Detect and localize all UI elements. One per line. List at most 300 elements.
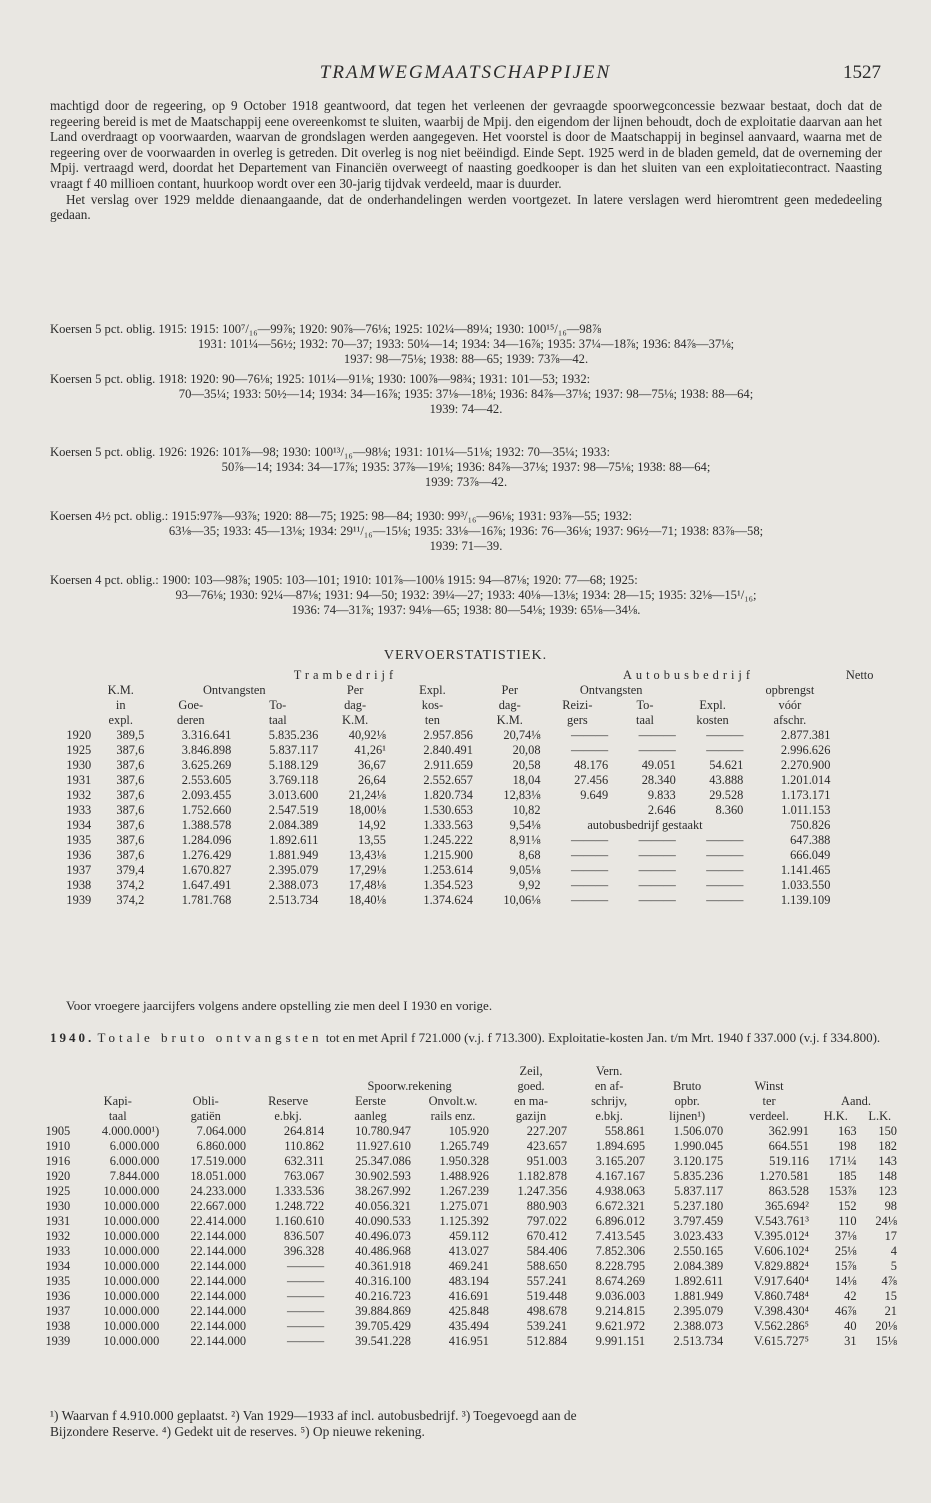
table-cell: 2.553.605: [181, 773, 232, 787]
table-cell: 152: [837, 1199, 857, 1213]
table-row: [46, 788, 886, 803]
running-header-title: TRAMWEGMAATSCHAPPIJEN: [319, 62, 612, 83]
table-cell: 40.486.968: [355, 1244, 411, 1258]
koers-line: 93—76⅛; 1930: 92¼—87⅛; 1931: 94—50; 1932: 39¼—27; 1933: 40⅛—13⅛; 1934: 28—15; 1935: 32⅛—15¹/₁₆;: [175, 588, 757, 603]
row-year: 1920: [66, 728, 92, 742]
table-cell: 264.814: [283, 1124, 325, 1138]
row-year: 1930: [66, 758, 92, 772]
table-cell: 1.139.109: [780, 893, 831, 907]
table-cell: ———: [638, 848, 676, 862]
table-cell: 1.374.624: [423, 893, 473, 907]
table-cell: 9.214.815: [595, 1304, 646, 1318]
table-cell: autobusbedrijf gestaakt: [587, 818, 703, 832]
table-cell: 40.056.321: [355, 1199, 411, 1213]
table-cell: 5.188.129: [268, 758, 319, 772]
table-row: [30, 1304, 900, 1319]
col-header: Goe-: [178, 698, 204, 712]
table-cell: 498.678: [526, 1304, 568, 1318]
table-cell: 6.896.012: [595, 1214, 646, 1228]
table-cell: 1.647.491: [181, 878, 232, 892]
intro-text: [50, 98, 882, 223]
table-row: [30, 1199, 900, 1214]
table-cell: 387,6: [116, 773, 145, 787]
table-cell: 1.892.611: [269, 833, 319, 847]
table-cell: 48.176: [574, 758, 609, 772]
capital-table: [30, 1064, 900, 1349]
col-header: taal: [108, 1109, 127, 1123]
koers-line: Koersen 5 pct. oblig. 1926: 1926: 101⅞—98; 1930: 100¹³/₁₆—98⅛; 1931: 101¼—51⅛; 1932: 70—35¼; 1933:: [50, 445, 610, 459]
koers-line: Koersen 5 pct. oblig. 1915: 1915: 100⁷/₁₆—99⅞; 1920: 90⅞—76⅛; 1925: 102¼—89¼; 1930: 100¹⁵/₁₆—98⅞: [50, 322, 602, 336]
table-cell: 836.507: [283, 1229, 325, 1243]
table-row: [30, 1334, 900, 1349]
table-cell: 2.547.519: [268, 803, 319, 817]
table-cell: 2.084.389: [673, 1259, 724, 1273]
row-year: 1916: [45, 1154, 71, 1168]
col-header: L.K.: [868, 1109, 892, 1123]
table-cell: ———: [570, 833, 609, 847]
table-cell: 40.316.100: [355, 1274, 411, 1288]
col-header: ten: [424, 713, 440, 727]
table-cell: 24⅛: [875, 1214, 897, 1228]
table-cell: 163: [837, 1124, 857, 1138]
table-cell: 5.837.117: [674, 1184, 724, 1198]
table-cell: 21,24⅛: [348, 788, 386, 802]
table-cell: 6.860.000: [196, 1139, 247, 1153]
table-cell: 2.550.165: [673, 1244, 724, 1258]
table-cell: 1.284.096: [181, 833, 232, 847]
table-cell: 10.000.000: [103, 1274, 160, 1288]
table-cell: 12,83⅛: [503, 788, 541, 802]
table-cell: 28.340: [641, 773, 676, 787]
table-cell: ———: [570, 743, 609, 757]
row-year: 1936: [66, 848, 92, 862]
koersen-block: [50, 322, 882, 368]
table-cell: ———: [286, 1289, 325, 1303]
table-row: [30, 1319, 900, 1334]
table-row: [30, 1184, 900, 1199]
koers-line: 1939: 73⅞—42.: [424, 475, 508, 490]
table-cell: 1.173.171: [780, 788, 831, 802]
koersen-block: [50, 509, 882, 555]
col-header: taal: [636, 713, 654, 727]
table-row: [46, 833, 886, 848]
table-cell: 1.247.356: [517, 1184, 568, 1198]
koers-line: Koersen 4 pct. oblig.: 1900: 103—98⅞; 1905: 103—101; 1910: 101⅞—100⅛ 1915: 94—87⅛; 1920: 77—68; 1925:: [50, 573, 638, 587]
table-cell: ———: [638, 878, 676, 892]
table-cell: ———: [706, 848, 744, 862]
table-cell: 153⅞: [828, 1184, 857, 1198]
col-header: goed.: [517, 1079, 545, 1093]
row-year: 1920: [45, 1169, 71, 1183]
table-cell: ———: [706, 878, 744, 892]
col-header: Netto: [845, 668, 874, 682]
table-cell: 10.000.000: [103, 1184, 160, 1198]
table-cell: 5.837.117: [269, 743, 319, 757]
table-cell: 10.000.000: [103, 1229, 160, 1243]
col-header: opbrengst: [765, 683, 815, 697]
table-cell: 3.797.459: [673, 1214, 724, 1228]
table-cell: 8,68: [518, 848, 541, 862]
col-header: H.K.: [823, 1109, 848, 1123]
table-cell: V.615.727⁵: [753, 1334, 809, 1348]
row-year: 1934: [45, 1259, 71, 1273]
row-year: 1930: [45, 1199, 71, 1213]
table-cell: 15⅞: [834, 1259, 857, 1273]
col-header: schrijv,: [591, 1094, 628, 1108]
table-cell: 10,82: [512, 803, 541, 817]
col-header: Expl.: [699, 698, 726, 712]
col-header: Kapi-: [103, 1094, 132, 1108]
table-cell: ———: [638, 728, 676, 742]
table-cell: 18,00⅛: [348, 803, 386, 817]
col-header: verdeel.: [749, 1109, 789, 1123]
table-cell: 1.125.392: [439, 1214, 489, 1228]
col-header: in: [115, 698, 126, 712]
col-header: en af-: [594, 1079, 624, 1093]
table-cell: 182: [878, 1139, 897, 1153]
table-cell: 31: [844, 1334, 857, 1348]
table-cell: 3.165.207: [595, 1154, 646, 1168]
col-header: Reizi-: [562, 698, 593, 712]
table-cell: V.543.761³: [754, 1214, 809, 1228]
table-cell: 2.395.079: [268, 863, 319, 877]
table-cell: 9.991.151: [595, 1334, 646, 1348]
col-header: taal: [268, 713, 287, 727]
table-cell: 647.388: [790, 833, 831, 847]
table-row: [30, 1139, 900, 1154]
table-cell: 10.000.000: [103, 1289, 160, 1303]
table-cell: 42: [844, 1289, 857, 1303]
table-row: [46, 743, 886, 758]
footnote-line: Bijzondere Reserve. ⁴) Gedekt uit de reserves. ⁵) Op nieuwe rekening.: [50, 1423, 425, 1439]
table-cell: 29.528: [709, 788, 744, 802]
table-cell: 1.894.695: [595, 1139, 646, 1153]
table-row: [46, 818, 886, 833]
table-row: [30, 1154, 900, 1169]
para-1940: [50, 1030, 882, 1046]
table-cell: 387,6: [116, 758, 145, 772]
koersen-block: [50, 372, 882, 418]
table-cell: 2.270.900: [780, 758, 831, 772]
col-header: dag-: [344, 698, 367, 712]
table-cell: 1.011.153: [781, 803, 831, 817]
row-year: 1933: [45, 1244, 71, 1258]
table-cell: 227.207: [526, 1124, 568, 1138]
col-header: expl.: [108, 713, 133, 727]
table-cell: ———: [638, 743, 676, 757]
col-header: e.bkj.: [274, 1109, 302, 1123]
para-1940-spaced: Totale bruto ontvangsten: [97, 1030, 323, 1045]
table-cell: ———: [706, 863, 744, 877]
table-cell: 2.395.079: [673, 1304, 724, 1318]
table-cell: ———: [286, 1259, 325, 1273]
table-cell: 2.093.455: [181, 788, 232, 802]
table-cell: 40.496.073: [355, 1229, 411, 1243]
table-cell: 36,67: [358, 758, 386, 772]
table-cell: 9.833: [647, 788, 676, 802]
table-cell: 863.528: [768, 1184, 809, 1198]
group-header-bus: Autobusbedrijf: [622, 668, 754, 682]
table-cell: 1.950.328: [439, 1154, 489, 1168]
row-year: 1932: [66, 788, 92, 802]
table-cell: 21: [884, 1304, 897, 1318]
table-cell: 22.667.000: [190, 1199, 247, 1213]
table-cell: 17: [884, 1229, 897, 1243]
table-cell: 11.927.610: [355, 1139, 411, 1153]
table-cell: 584.406: [526, 1244, 568, 1258]
col-header: afschr.: [773, 713, 807, 727]
koers-line: 63⅛—35; 1933: 45—13⅛; 1934: 29¹¹/₁₆—15⅛; 1935: 33⅛—16⅞; 1936: 76—36⅛; 1937: 96½—71; 1938: 83⅞—58;: [168, 524, 764, 539]
vervoer-title: VERVOERSTATISTIEK.: [383, 648, 548, 663]
table-cell: 20⅛: [875, 1319, 897, 1333]
col-header: kosten: [696, 713, 729, 727]
col-header: Ontvangsten: [579, 683, 643, 697]
table-cell: 98: [884, 1199, 897, 1213]
table-cell: 5: [890, 1259, 897, 1273]
table-cell: 519.448: [526, 1289, 568, 1303]
table-cell: 1.670.827: [181, 863, 232, 877]
table-cell: 13,43⅛: [348, 848, 386, 862]
table-cell: 374,2: [116, 893, 145, 907]
table-cell: 2.957.856: [423, 728, 473, 742]
row-year: 1939: [66, 893, 92, 907]
table-cell: 30.902.593: [355, 1169, 411, 1183]
table-cell: 558.861: [604, 1124, 646, 1138]
table-cell: 148: [878, 1169, 897, 1183]
col-header: Per: [501, 683, 518, 697]
table-cell: 2.911.659: [423, 758, 473, 772]
table-cell: ———: [706, 893, 744, 907]
table-cell: 365.694²: [764, 1199, 809, 1213]
table-cell: 416.951: [448, 1334, 489, 1348]
page-number: 1527: [843, 62, 881, 83]
koers-line: 50⅞—14; 1934: 34—17⅞; 1935: 37⅞—19⅛; 1936: 84⅞—37⅛; 1937: 98—75⅛; 1938: 88—64;: [221, 460, 711, 475]
table-cell: 9.649: [580, 788, 609, 802]
table-cell: ———: [570, 878, 609, 892]
table-cell: 1.215.900: [423, 848, 473, 862]
table-cell: 557.241: [526, 1274, 568, 1288]
table-cell: 1.781.768: [181, 893, 232, 907]
table-cell: 7.413.545: [595, 1229, 646, 1243]
table-cell: 15: [884, 1289, 897, 1303]
row-year: 1935: [45, 1274, 71, 1288]
table-cell: 519.116: [769, 1154, 809, 1168]
table-cell: 6.000.000: [109, 1154, 160, 1168]
table-cell: 2.877.381: [780, 728, 831, 742]
col-header: Onvolt.w.: [428, 1094, 478, 1108]
table-cell: ———: [638, 893, 676, 907]
table-cell: ———: [570, 893, 609, 907]
row-year: 1931: [66, 773, 92, 787]
table-row: [46, 728, 886, 743]
table-cell: ———: [286, 1304, 325, 1318]
col-header: vóór: [778, 698, 802, 712]
table-cell: 14⅛: [834, 1274, 857, 1288]
table-cell: 8,91⅛: [509, 833, 541, 847]
col-header: lijnen¹): [669, 1109, 706, 1123]
row-year: 1910: [45, 1139, 71, 1153]
table-cell: 670.412: [526, 1229, 568, 1243]
table-cell: 171¼: [828, 1154, 857, 1168]
table-cell: 7.852.306: [595, 1244, 646, 1258]
table-cell: 588.650: [526, 1259, 568, 1273]
col-header: opbr.: [674, 1094, 700, 1108]
table-cell: 26,64: [358, 773, 386, 787]
koers-line: 1939: 74—42.: [429, 402, 503, 417]
table-cell: 105.920: [448, 1124, 489, 1138]
table-cell: 3.846.898: [181, 743, 232, 757]
table-cell: ———: [706, 833, 744, 847]
table-cell: 14,92: [358, 818, 386, 832]
table-cell: 18,40⅛: [348, 893, 386, 907]
table-cell: 435.494: [448, 1319, 489, 1333]
col-header: To-: [636, 698, 654, 712]
row-year: 1938: [45, 1319, 71, 1333]
table-row: [46, 803, 886, 818]
table-cell: 1.201.014: [780, 773, 831, 787]
table-cell: 423.657: [526, 1139, 568, 1153]
table-cell: 24.233.000: [190, 1184, 247, 1198]
koers-line: 1937: 98—75⅛; 1938: 88—65; 1939: 73⅞—42.: [343, 352, 589, 367]
table-cell: 38.267.992: [355, 1184, 411, 1198]
table-cell: 20,58: [512, 758, 541, 772]
col-header: aanleg: [354, 1109, 387, 1123]
table-row: [30, 1274, 900, 1289]
koers-line: 70—35¼; 1933: 50½—14; 1934: 34—16⅞; 1935: 37⅛—18⅛; 1936: 84⅞—37⅛; 1937: 98—75⅛; 1938: 88—64;: [178, 387, 754, 402]
table-cell: ———: [570, 728, 609, 742]
table-cell: 1.245.222: [423, 833, 473, 847]
table-cell: 483.194: [448, 1274, 489, 1288]
footnotes: [50, 1408, 882, 1439]
table-cell: ———: [286, 1319, 325, 1333]
table-cell: 8.360: [715, 803, 744, 817]
col-header: Reserve: [268, 1094, 309, 1108]
row-year: 1937: [66, 863, 92, 877]
row-year: 1925: [66, 743, 92, 757]
table-cell: 2.084.389: [268, 818, 319, 832]
table-cell: 3.625.269: [181, 758, 232, 772]
table-cell: 413.027: [448, 1244, 489, 1258]
table-cell: 18,04: [512, 773, 541, 787]
table-cell: ———: [570, 848, 609, 862]
col-header: deren: [177, 713, 205, 727]
col-header: Ontvangsten: [202, 683, 266, 697]
table-cell: 4.167.167: [595, 1169, 646, 1183]
col-header: rails enz.: [430, 1109, 476, 1123]
table-cell: 9,92: [518, 878, 541, 892]
table-cell: 2.513.734: [268, 893, 319, 907]
table-cell: 10.000.000: [103, 1259, 160, 1273]
table-cell: 10.000.000: [103, 1214, 160, 1228]
table-cell: 4: [890, 1244, 897, 1258]
table-cell: 1.253.614: [423, 863, 473, 877]
table-cell: 632.311: [284, 1154, 325, 1168]
table-cell: 39.705.429: [355, 1319, 411, 1333]
col-header: Bruto: [673, 1079, 702, 1093]
table-cell: 46⅞: [834, 1304, 857, 1318]
table-cell: 40.216.723: [355, 1289, 411, 1303]
table-cell: 22.144.000: [190, 1289, 247, 1303]
table-cell: 10.780.947: [355, 1124, 411, 1138]
table-cell: 387,6: [116, 788, 145, 802]
note-vroegere: Voor vroegere jaarcijfers volgens andere opstelling zie men deel I 1930 en vorige.: [66, 998, 493, 1013]
table-cell: 1.033.550: [780, 878, 831, 892]
row-year: 1925: [45, 1184, 71, 1198]
table-cell: ———: [286, 1334, 325, 1348]
para-1940-year: 1940.: [50, 1030, 95, 1045]
table-cell: 1.990.045: [673, 1139, 724, 1153]
table-cell: V.395.012⁴: [753, 1229, 809, 1243]
table-cell: 2.996.626: [780, 743, 831, 757]
table-cell: 664.551: [768, 1139, 809, 1153]
table-cell: 387,6: [116, 833, 145, 847]
table-cell: 10.000.000: [103, 1334, 160, 1348]
col-header: Zeil,: [519, 1064, 543, 1078]
table-cell: 389,5: [116, 728, 145, 742]
table-cell: 150: [878, 1124, 897, 1138]
table-cell: 3.316.641: [181, 728, 232, 742]
col-header: Vern.: [595, 1064, 623, 1078]
table-cell: 7.064.000: [196, 1124, 247, 1138]
table-cell: 3.023.433: [673, 1229, 724, 1243]
table-cell: 1.488.926: [439, 1169, 489, 1183]
table-row: [46, 863, 886, 878]
table-cell: 1.265.749: [439, 1139, 489, 1153]
table-cell: 1.388.578: [181, 818, 232, 832]
table-cell: V.398.430⁴: [753, 1304, 809, 1318]
table-cell: 17.519.000: [190, 1154, 247, 1168]
row-year: 1937: [45, 1304, 71, 1318]
table-cell: 9.036.003: [595, 1289, 646, 1303]
table-cell: 1.275.071: [439, 1199, 489, 1213]
table-cell: 1.182.878: [517, 1169, 568, 1183]
table-cell: 362.991: [768, 1124, 809, 1138]
table-cell: 20,74⅛: [503, 728, 541, 742]
footnote-line: ¹) Waarvan f 4.910.000 geplaatst. ²) Van 1929—1933 af incl. autobusbedrijf. ³) Toegevoegd aan de: [50, 1408, 577, 1423]
table-cell: 18.051.000: [190, 1169, 247, 1183]
table-cell: 110: [838, 1214, 857, 1228]
table-cell: 9.621.972: [595, 1319, 646, 1333]
table-cell: 5.835.236: [673, 1169, 724, 1183]
table-cell: ———: [638, 863, 676, 877]
table-cell: 6.000.000: [109, 1139, 160, 1153]
table-cell: 3.769.118: [269, 773, 319, 787]
table-cell: 2.388.073: [673, 1319, 724, 1333]
table-cell: 41,26¹: [354, 743, 386, 757]
col-header: Aand.: [841, 1094, 871, 1108]
table-cell: 2.388.073: [268, 878, 319, 892]
table-cell: ———: [706, 728, 744, 742]
table-cell: 22.144.000: [190, 1304, 247, 1318]
table-cell: 539.241: [526, 1319, 568, 1333]
col-header: K.M.: [342, 713, 369, 727]
table-cell: 43.888: [709, 773, 744, 787]
table-cell: V.917.640⁴: [753, 1274, 809, 1288]
table-cell: 22.144.000: [190, 1274, 247, 1288]
koers-line: 1939: 71—39.: [429, 539, 503, 554]
table-cell: 1.881.949: [673, 1289, 724, 1303]
table-cell: V.829.882⁴: [753, 1259, 809, 1273]
table-cell: 1.820.734: [423, 788, 473, 802]
table-cell: 8.674.269: [595, 1274, 646, 1288]
col-header: gatiën: [190, 1109, 221, 1123]
col-header: K.M.: [107, 683, 134, 697]
table-cell: 797.022: [526, 1214, 568, 1228]
table-cell: 13,55: [358, 833, 386, 847]
table-row: [30, 1214, 900, 1229]
koers-line: 1936: 74—31⅞; 1937: 94⅛—65; 1938: 80—54⅛; 1939: 65⅛—34⅛.: [291, 603, 641, 618]
table-cell: 387,6: [116, 818, 145, 832]
